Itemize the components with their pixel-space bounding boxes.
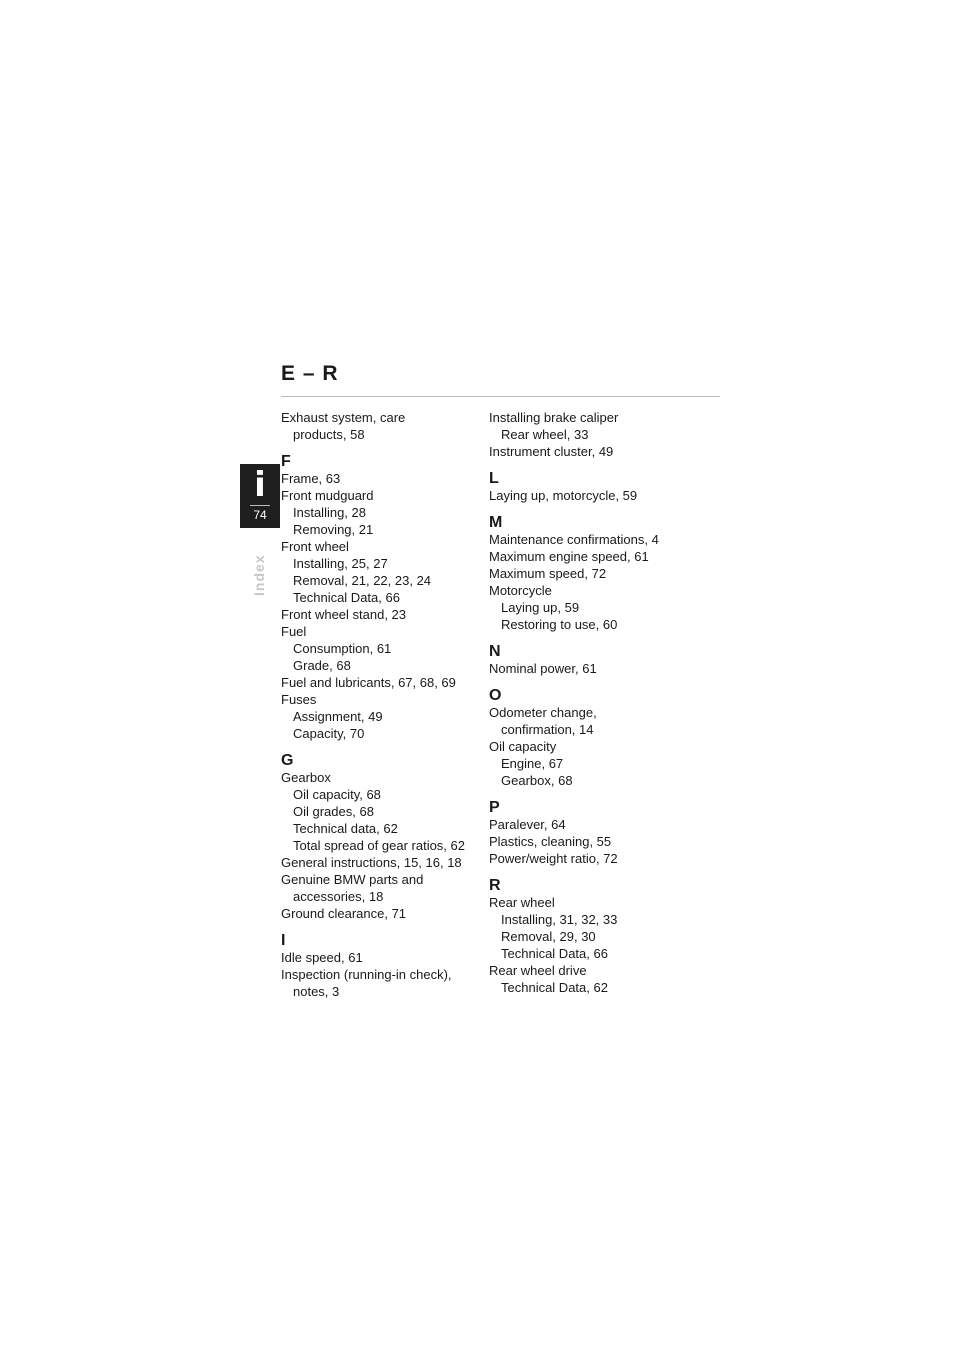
- index-letter-heading: F: [281, 453, 291, 470]
- index-entry: Maximum speed, 72: [489, 566, 607, 581]
- index-entry: Laying up, motorcycle, 59: [489, 488, 638, 503]
- index-entry: accessories, 18: [293, 889, 384, 904]
- index-entry: Maximum engine speed, 61: [489, 549, 649, 564]
- index-subentry: Removing, 21: [293, 522, 374, 537]
- index-subentry: Technical Data, 66: [501, 946, 608, 961]
- index-entry: Inspection (running-in check),: [281, 967, 452, 982]
- info-icon: i: [254, 465, 266, 505]
- index-entry: Idle speed, 61: [281, 950, 363, 965]
- index-entry: Maintenance confirmations, 4: [489, 532, 659, 547]
- index-entry: Fuses: [281, 692, 317, 707]
- index-entry: Instrument cluster, 49: [489, 444, 614, 459]
- index-entry: Fuel: [281, 624, 307, 639]
- index-subentry: Oil capacity, 68: [293, 787, 381, 802]
- index-entry: Rear wheel drive: [489, 963, 587, 978]
- index-subentry: Assignment, 49: [293, 709, 383, 724]
- index-subentry: Rear wheel, 33: [501, 427, 589, 442]
- heading-divider: [281, 396, 720, 397]
- index-entry: Front wheel stand, 23: [281, 607, 407, 622]
- page-number: 74: [253, 508, 267, 522]
- index-subentry: Restoring to use, 60: [501, 617, 618, 632]
- index-entry: Front mudguard: [281, 488, 374, 503]
- index-subentry: Consumption, 61: [293, 641, 392, 656]
- index-subentry: Laying up, 59: [501, 600, 580, 615]
- chapter-tab: [240, 464, 280, 528]
- index-entry: products, 58: [293, 427, 365, 442]
- index-subentry: Installing, 28: [293, 505, 366, 520]
- index-entry: Genuine BMW parts and: [281, 872, 424, 887]
- index-subentry: Gearbox, 68: [501, 773, 573, 788]
- page-heading: E – R: [281, 362, 339, 385]
- index-subentry: Technical data, 62: [293, 821, 398, 836]
- index-entry: Power/weight ratio, 72: [489, 851, 618, 866]
- index-subentry: Grade, 68: [293, 658, 351, 673]
- index-letter-heading: M: [489, 514, 503, 531]
- index-entry: confirmation, 14: [501, 722, 594, 737]
- index-subentry: Capacity, 70: [293, 726, 365, 741]
- index-entry: Fuel and lubricants, 67, 68, 69: [281, 675, 456, 690]
- index-entry: General instructions, 15, 16, 18: [281, 855, 462, 870]
- index-entry: Plastics, cleaning, 55: [489, 834, 612, 849]
- index-letter-heading: L: [489, 470, 499, 487]
- index-column-left: [281, 409, 471, 1000]
- index-entry: Paralever, 64: [489, 817, 566, 832]
- index-entry: Motorcycle: [489, 583, 552, 598]
- index-subentry: Installing, 31, 32, 33: [501, 912, 618, 927]
- tab-divider: [250, 505, 270, 506]
- index-subentry: Oil grades, 68: [293, 804, 374, 819]
- index-letter-heading: I: [281, 932, 286, 949]
- index-entry: Odometer change,: [489, 705, 597, 720]
- index-entry: Frame, 63: [281, 471, 341, 486]
- index-subentry: Removal, 21, 22, 23, 24: [293, 573, 432, 588]
- index-entry: Ground clearance, 71: [281, 906, 407, 921]
- section-label: Index: [251, 554, 267, 596]
- index-subentry: Total spread of gear ratios, 62: [293, 838, 465, 853]
- index-entry: Front wheel: [281, 539, 349, 554]
- index-entry: Nominal power, 61: [489, 661, 597, 676]
- index-letter-heading: P: [489, 799, 500, 816]
- index-letter-heading: G: [281, 752, 294, 769]
- index-column-right: [489, 409, 679, 996]
- index-subentry: Technical Data, 62: [501, 980, 608, 995]
- index-letter-heading: N: [489, 643, 501, 660]
- index-entry: Rear wheel: [489, 895, 555, 910]
- index-entry: Installing brake caliper: [489, 410, 619, 425]
- index-subentry: Removal, 29, 30: [501, 929, 596, 944]
- index-entry: Exhaust system, care: [281, 410, 406, 425]
- index-entry: Gearbox: [281, 770, 331, 785]
- index-letter-heading: O: [489, 687, 502, 704]
- index-subentry: Installing, 25, 27: [293, 556, 388, 571]
- index-entry: notes, 3: [293, 984, 340, 999]
- index-letter-heading: R: [489, 877, 501, 894]
- index-subentry: Technical Data, 66: [293, 590, 400, 605]
- index-entry: Oil capacity: [489, 739, 557, 754]
- index-subentry: Engine, 67: [501, 756, 564, 771]
